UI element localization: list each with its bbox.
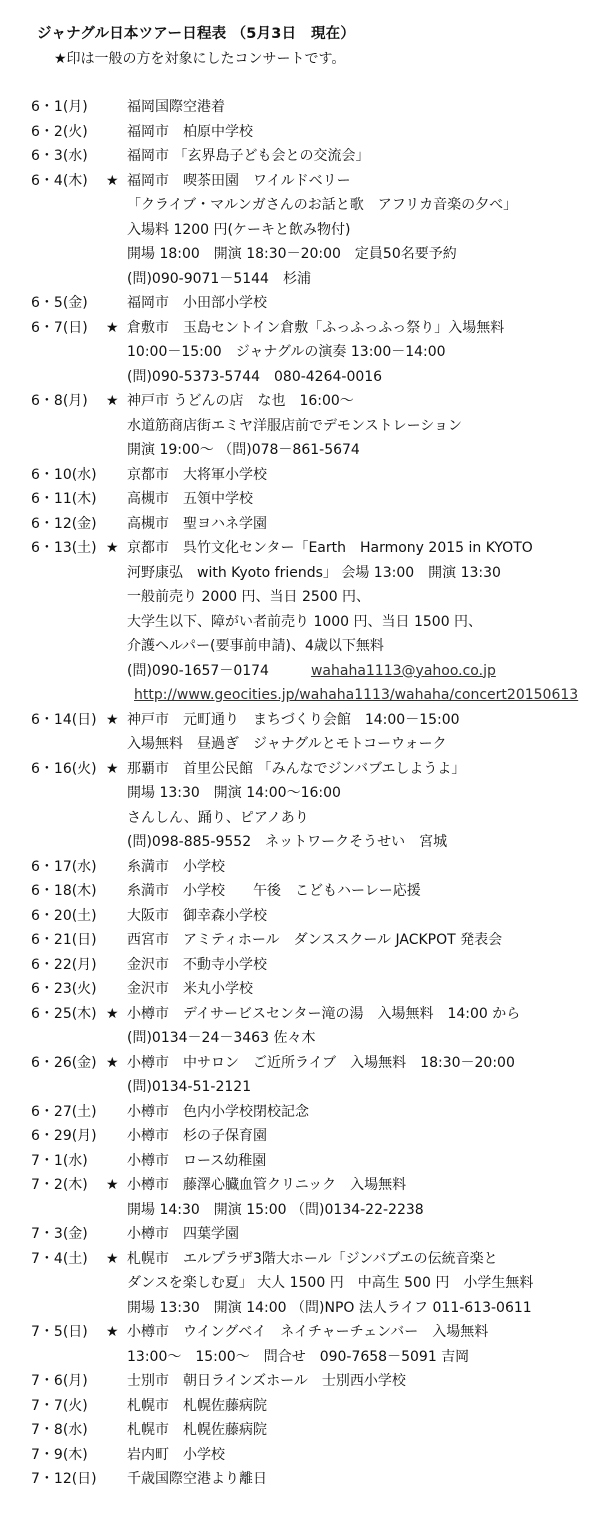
public-concert-star-icon: ★ [106,711,119,728]
schedule-text: 那覇市 首里公民館 「みんなでジンバブエしようよ」 [127,760,466,777]
document-title: ジャナグル日本ツアー日程表 （5月3日 現在） [37,26,356,42]
schedule-text: 大学生以下、障がい者前売り 1000 円、当日 1500 円、 [127,613,483,630]
email-link[interactable]: wahaha1113@yahoo.co.jp [310,662,496,679]
schedule-text: 金沢市 不動寺小学校 [127,956,267,973]
schedule-text: 福岡市 小田部小学校 [127,295,267,311]
schedule-text-contact: (問)090-1657－0174 [127,662,269,679]
schedule-text: 岩内町 小学校 [127,1446,225,1463]
schedule-date: 6・10(水) [31,466,97,483]
schedule-date: 7・4(土) [31,1250,88,1267]
schedule-text: 福岡市 柏原中学校 [127,123,253,140]
schedule-text: 小樽市 杉の子保育園 [127,1128,267,1144]
schedule-date: 6・29(月) [31,1128,97,1144]
schedule-date: 6・23(火) [31,981,97,997]
schedule-date: 6・16(火) [31,760,97,777]
schedule-text: 福岡市 喫茶田園 ワイルドベリー [127,172,351,189]
schedule-text: 水道筋商店街エミヤ洋服店前でデモンストレーション [127,417,463,434]
schedule-date: 7・3(金) [31,1226,88,1242]
schedule-text: 開場 14:30 開演 15:00 （問)0134-22-2238 [127,1201,424,1218]
public-concert-star-icon: ★ [106,540,119,556]
schedule-text: 倉敷市 玉島セントイン倉敷「ふっふっふっ祭り」入場無料 [127,319,505,336]
schedule-text: さんしん、踊り、ピアノあり [127,809,309,826]
schedule-text: (問)090-9071－5144 杉浦 [127,270,311,287]
schedule-date: 7・9(木) [31,1446,88,1463]
public-concert-star-icon: ★ [106,393,119,409]
legend-note: ★印は一般の方を対象にしたコンサートです。 [54,51,346,67]
schedule-text [127,659,587,683]
schedule-text: 糸満市 小学校 午後 こどもハーレー応援 [127,883,421,899]
public-concert-star-icon: ★ [106,1177,119,1193]
schedule-date: 6・7(日) [31,319,88,336]
schedule-date: 6・12(金) [31,515,97,532]
schedule-text: 福岡国際空港着 [127,99,225,115]
schedule-text: 「クライブ・マルンガさんのお話と歌 アフリカ音楽の夕べ」 [127,197,518,213]
schedule-date: 6・20(土) [31,907,97,924]
schedule-date: 6・2(火) [31,123,88,140]
schedule-text: 開演 19:00～ （問)078－861-5674 [127,442,360,458]
schedule-date: 6・26(金) [31,1054,97,1071]
public-concert-star-icon: ★ [106,319,119,336]
schedule-text: 京都市 呉竹文化センター「Earth Harmony 2015 in KYOTO [127,540,533,556]
schedule-text: 13:00～ 15:00～ 問合せ 090-7658－5091 吉岡 [127,1348,470,1365]
schedule-text: ダンスを楽しむ夏」 大人 1500 円 中高生 500 円 小学生無料 [127,1275,534,1291]
public-concert-star-icon: ★ [106,1250,119,1267]
schedule-text: 士別市 朝日ラインズホール 士別西小学校 [127,1373,406,1389]
schedule-date: 6・22(月) [31,956,97,973]
concert-url-link[interactable]: http://www.geocities.jp/wahaha1113/wahaha/concert20150613 [134,687,579,703]
schedule-date: 6・3(水) [31,148,88,164]
schedule-date: 6・21(日) [31,932,97,948]
schedule-date: 7・5(日) [31,1324,88,1340]
public-concert-star-icon: ★ [106,760,119,777]
schedule-date: 6・11(木) [31,491,97,507]
schedule-date: 7・2(木) [31,1177,88,1193]
schedule-text: 札幌市 エルプラザ3階大ホール「ジンバブエの伝統音楽と [127,1250,498,1267]
schedule-text: (問)090-5373-5744 080-4264-0016 [127,368,383,385]
schedule-text: (問)098-885-9552 ネットワークそうせい 宮城 [127,834,448,850]
schedule-text: 神戸市 うどんの店 な也 16:00～ [127,393,354,409]
schedule-date: 6・13(土) [31,540,97,556]
schedule-text: 札幌市 札幌佐藤病院 [127,1397,267,1414]
schedule-text: 河野康弘 with Kyoto friends」 会場 13:00 開演 13:30 [127,564,501,581]
schedule-date: 6・8(月) [31,393,88,409]
schedule-date: 7・7(火) [31,1397,88,1414]
schedule-date: 6・25(木) [31,1005,97,1022]
schedule-text: (問)0134－24－3463 佐々木 [127,1030,316,1046]
schedule-text: 糸満市 小学校 [127,858,225,875]
schedule-text: 高槻市 聖ヨハネ学園 [127,515,267,532]
schedule-text: 介護ヘルパー(要事前申請)、4歳以下無料 [127,638,384,654]
schedule-text: 神戸市 元町通り まちづくり会館 14:00－15:00 [127,711,460,728]
schedule-text: 開場 13:30 開演 14:00 （問)NPO 法人ライフ 011-613-0611 [127,1299,532,1316]
schedule-text: 小樽市 ウイングベイ ネイチャーチェンバー 入場無料 [127,1324,489,1340]
public-concert-star-icon: ★ [106,1054,119,1071]
schedule-date: 7・6(月) [31,1373,88,1389]
schedule-date: 6・17(水) [31,858,97,875]
schedule-text: 小樽市 デイサービスセンター滝の湯 入場無料 14:00 から [127,1005,521,1022]
public-concert-star-icon: ★ [106,1324,119,1340]
schedule-text: 入場料 1200 円(ケーキと飲み物付) [127,221,351,238]
schedule-text: 高槻市 五領中学校 [127,491,253,507]
schedule-text: 開場 13:30 開演 14:00～16:00 [127,785,341,801]
schedule-text: 小樽市 色内小学校閉校記念 [127,1103,309,1120]
schedule-date: 6・18(木) [31,883,97,899]
schedule-date: 6・14(日) [31,711,97,728]
schedule-text: 金沢市 米丸小学校 [127,981,253,997]
schedule-text: 小樽市 四葉学園 [127,1226,239,1242]
schedule-text: 10:00－15:00 ジャナグルの演奏 13:00－14:00 [127,344,446,360]
schedule-text: 大阪市 御幸森小学校 [127,907,267,924]
schedule-text: 京都市 大将軍小学校 [127,466,267,483]
schedule-date: 6・27(土) [31,1103,97,1120]
schedule-text: 入場無料 昼過ぎ ジャナグルとモトコーウォーク [127,736,447,752]
schedule-text: 西宮市 アミティホール ダンススクール JACKPOT 発表会 [127,932,503,948]
schedule-text: 福岡市 「玄界島子ども会との交流会」 [127,148,370,164]
schedule-text: 小樽市 ロース幼稚園 [127,1152,267,1169]
public-concert-star-icon: ★ [106,1005,119,1022]
schedule-date: 7・8(水) [31,1422,88,1438]
schedule-text: 小樽市 藤澤心臓血管クリニック 入場無料 [127,1177,407,1193]
schedule-text: 一般前売り 2000 円、当日 2500 円、 [127,589,371,605]
schedule-text: 開場 18:00 開演 18:30－20:00 定員50名要予約 [127,246,457,262]
public-concert-star-icon: ★ [106,172,119,189]
schedule-text: 千歳国際空港より離日 [127,1471,267,1487]
schedule-text: 札幌市 札幌佐藤病院 [127,1422,267,1438]
schedule-date: 7・12(日) [31,1471,97,1487]
schedule-date: 7・1(水) [31,1152,88,1169]
schedule-text: 小樽市 中サロン ご近所ライブ 入場無料 18:30－20:00 [127,1054,515,1071]
schedule-text: (問)0134-51-2121 [127,1079,252,1095]
schedule-date: 6・4(木) [31,172,88,189]
schedule-date: 6・1(月) [31,99,88,115]
schedule-date: 6・5(金) [31,295,88,311]
